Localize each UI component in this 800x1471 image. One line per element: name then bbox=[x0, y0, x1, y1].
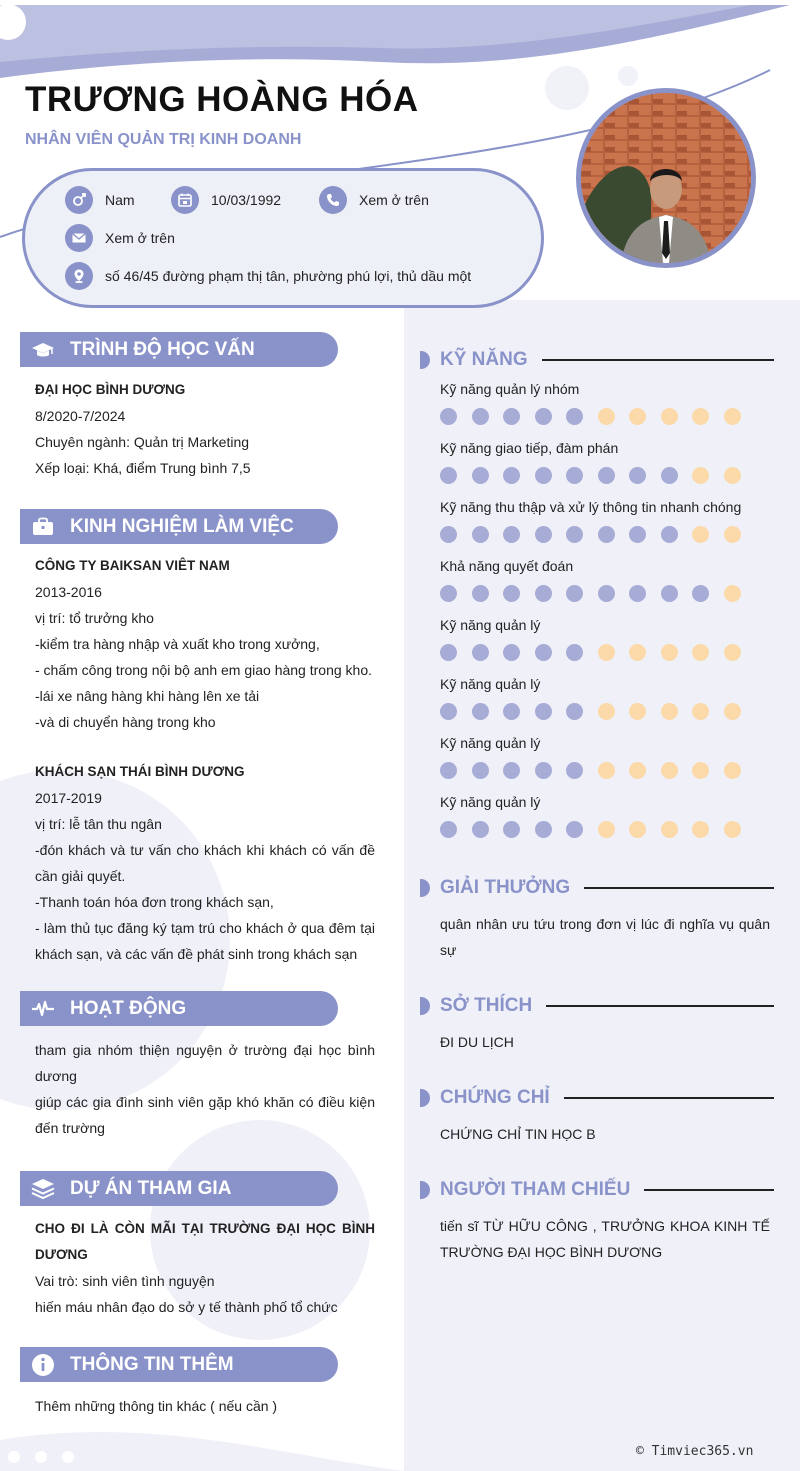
skill-dot-filled bbox=[629, 467, 646, 484]
skill-dot-filled bbox=[566, 703, 583, 720]
skill-dot-filled bbox=[472, 408, 489, 425]
more-info-title: THÔNG TIN THÊM bbox=[70, 1353, 234, 1375]
skill-dot-filled bbox=[629, 585, 646, 602]
references-header bbox=[420, 1177, 774, 1203]
activity-line: tham gia nhóm thiện nguyện ở trường đại học bình dương bbox=[35, 1042, 375, 1084]
education-header bbox=[20, 332, 338, 367]
info-icon bbox=[30, 1352, 56, 1378]
awards-header bbox=[420, 875, 774, 901]
skill-dot-filled bbox=[440, 526, 457, 543]
pulse-icon bbox=[30, 996, 56, 1022]
skill-dot-empty bbox=[724, 821, 741, 838]
skill-dot-empty bbox=[629, 703, 646, 720]
job-2 bbox=[35, 759, 375, 967]
hobbies-title: SỞ THÍCH bbox=[440, 995, 533, 1016]
skill-dot-empty bbox=[692, 821, 709, 838]
contact-address bbox=[65, 262, 471, 290]
skill-dot-filled bbox=[472, 467, 489, 484]
more-info-text: Thêm những thông tin khác ( nếu cần ) bbox=[35, 1398, 278, 1414]
section-marker bbox=[420, 1089, 430, 1107]
skill-dot-empty bbox=[692, 703, 709, 720]
skill-rating bbox=[440, 644, 755, 661]
certificates-title: CHỨNG CHỈ bbox=[440, 1087, 550, 1108]
watermark: © Timviec365.vn bbox=[636, 1444, 754, 1459]
skill-dot-filled bbox=[661, 585, 678, 602]
skill-dot-filled bbox=[440, 408, 457, 425]
skill-dot-filled bbox=[440, 585, 457, 602]
skill-name: Kỹ năng quản lý bbox=[440, 735, 541, 751]
skill-dot-filled bbox=[440, 762, 457, 779]
job-line: -lái xe nâng hàng khi hàng lên xe tải bbox=[35, 688, 260, 704]
job-company: KHÁCH SẠN THÁI BÌNH DƯƠNG bbox=[35, 764, 245, 779]
experience-title: KINH NGHIỆM LÀM VIỆC bbox=[70, 515, 294, 537]
skill-dot-empty bbox=[692, 762, 709, 779]
activities-title: HOẠT ĐỘNG bbox=[70, 997, 187, 1019]
skill-dot-empty bbox=[724, 467, 741, 484]
skill-dot-filled bbox=[503, 526, 520, 543]
skill-dot-filled bbox=[566, 585, 583, 602]
skills-header bbox=[420, 347, 774, 373]
awards-title: GIẢI THƯỞNG bbox=[440, 877, 571, 898]
phone-value: Xem ở trên bbox=[359, 192, 429, 208]
skill-rating bbox=[440, 762, 755, 779]
address-value: số 46/45 đường phạm thị tân, phường phú lợi, thủ dầu một bbox=[105, 268, 472, 284]
skill-name: Kỹ năng quản lý bbox=[440, 617, 541, 633]
contact-phone bbox=[319, 186, 429, 214]
experience-header bbox=[20, 509, 338, 544]
skill-dot-empty bbox=[724, 585, 741, 602]
skill-name: Kỹ năng quản lý nhóm bbox=[440, 381, 580, 397]
skill-name: Kỹ năng quản lý bbox=[440, 794, 541, 810]
skill-dot-empty bbox=[724, 762, 741, 779]
contact-box bbox=[22, 168, 544, 308]
skill-dot-empty bbox=[598, 762, 615, 779]
skill-dot-empty bbox=[629, 762, 646, 779]
activities-header bbox=[20, 991, 338, 1026]
skill-dot-filled bbox=[503, 408, 520, 425]
education-grade: Xếp loại: Khá, điểm Trung bình 7,5 bbox=[35, 460, 251, 476]
skill-dot-filled bbox=[566, 408, 583, 425]
gender-value: Nam bbox=[105, 192, 135, 208]
calendar-icon bbox=[171, 186, 199, 214]
skill-name: Kỹ năng giao tiếp, đàm phán bbox=[440, 440, 619, 456]
skill-dot-empty bbox=[692, 408, 709, 425]
skill-dot-filled bbox=[535, 585, 552, 602]
skill-dot-filled bbox=[472, 644, 489, 661]
more-info-content bbox=[35, 1393, 375, 1419]
skill-dot-filled bbox=[535, 467, 552, 484]
section-divider bbox=[584, 887, 774, 889]
skill-dot-filled bbox=[440, 644, 457, 661]
skill-rating bbox=[440, 703, 755, 720]
skill-name: Kỹ năng thu thập và xử lý thông tin nhanh chóng bbox=[440, 499, 742, 515]
section-marker bbox=[420, 1181, 430, 1199]
skills-title: KỸ NĂNG bbox=[440, 349, 528, 370]
education-period: 8/2020-7/2024 bbox=[35, 408, 126, 424]
skill-dot-empty bbox=[629, 821, 646, 838]
skill-dot-empty bbox=[724, 644, 741, 661]
job-line: -và di chuyển hàng trong kho bbox=[35, 714, 216, 730]
section-divider bbox=[564, 1097, 774, 1099]
skill-dot-filled bbox=[440, 703, 457, 720]
skill-dot-empty bbox=[661, 703, 678, 720]
references-text: tiến sĩ TỪ HỮU CÔNG , TRƯỞNG KHOA KINH TẾ TRƯỜNG ĐẠI HỌC BÌNH DƯƠNG bbox=[440, 1218, 770, 1260]
skill-dot-empty bbox=[629, 644, 646, 661]
skill-dot-filled bbox=[472, 585, 489, 602]
skill-dot-filled bbox=[566, 526, 583, 543]
contact-gender bbox=[65, 186, 135, 214]
skill-dot-filled bbox=[440, 467, 457, 484]
job-1 bbox=[35, 553, 375, 735]
skill-dot-empty bbox=[661, 644, 678, 661]
education-major: Chuyên ngành: Quản trị Marketing bbox=[35, 434, 250, 450]
skill-dot-empty bbox=[724, 408, 741, 425]
graduation-cap-icon bbox=[30, 337, 56, 363]
skill-dot-filled bbox=[661, 526, 678, 543]
job-company: CÔNG TY BAIKSAN VIÊT NAM bbox=[35, 558, 230, 573]
education-school: ĐẠI HỌC BÌNH DƯƠNG bbox=[35, 382, 186, 397]
skill-dot-filled bbox=[629, 526, 646, 543]
skill-dot-empty bbox=[661, 762, 678, 779]
job-line: vị trí: tổ trưởng kho bbox=[35, 610, 154, 626]
skill-dot-filled bbox=[535, 408, 552, 425]
hobbies-header bbox=[420, 993, 774, 1019]
job-line: - chấm công trong nội bộ anh em giao hàng trong kho. bbox=[35, 662, 372, 678]
skill-rating bbox=[440, 526, 755, 543]
skill-dot-filled bbox=[503, 644, 520, 661]
skill-dot-filled bbox=[535, 644, 552, 661]
skill-dot-filled bbox=[535, 821, 552, 838]
section-divider bbox=[546, 1005, 774, 1007]
skill-dot-filled bbox=[503, 703, 520, 720]
section-divider bbox=[542, 359, 774, 361]
skill-dot-empty bbox=[692, 526, 709, 543]
skill-dot-empty bbox=[661, 821, 678, 838]
skill-dot-empty bbox=[692, 644, 709, 661]
layers-icon bbox=[30, 1176, 56, 1202]
candidate-name: TRƯƠNG HOÀNG HÓA bbox=[25, 80, 419, 119]
skill-dot-filled bbox=[661, 467, 678, 484]
experience-content bbox=[35, 553, 375, 967]
projects-title: DỰ ÁN THAM GIA bbox=[70, 1177, 232, 1199]
skill-dot-filled bbox=[598, 526, 615, 543]
dob-value: 10/03/1992 bbox=[211, 192, 282, 208]
phone-icon bbox=[319, 186, 347, 214]
skill-dot-filled bbox=[535, 762, 552, 779]
references-title: NGƯỜI THAM CHIẾU bbox=[440, 1179, 631, 1200]
more-info-header bbox=[20, 1347, 338, 1382]
skill-dot-filled bbox=[440, 821, 457, 838]
profile-photo-image bbox=[581, 93, 751, 263]
skill-dot-filled bbox=[692, 585, 709, 602]
education-title: TRÌNH ĐỘ HỌC VẤN bbox=[70, 338, 255, 360]
email-value: Xem ở trên bbox=[105, 230, 175, 246]
skill-dot-filled bbox=[566, 762, 583, 779]
job-line: -kiểm tra hàng nhập và xuất kho trong xưởng, bbox=[35, 636, 320, 652]
skill-dot-empty bbox=[724, 703, 741, 720]
skill-name: Khả năng quyết đoán bbox=[440, 558, 574, 574]
certificates-text: CHỨNG CHỈ TIN HỌC B bbox=[440, 1126, 596, 1142]
location-pin-icon bbox=[65, 262, 93, 290]
skill-dot-empty bbox=[598, 821, 615, 838]
job-line: vị trí: lễ tân thu ngân bbox=[35, 816, 162, 832]
awards-text: quân nhân ưu tứu trong đơn vị lúc đi nghĩa vụ quân sự bbox=[440, 916, 770, 958]
job-title: NHÂN VIÊN QUẢN TRỊ KINH DOANH bbox=[25, 131, 302, 148]
project-desc: hiến máu nhân đạo do sở y tế thành phố tổ chức bbox=[35, 1299, 338, 1315]
skill-name: Kỹ năng quản lý bbox=[440, 676, 541, 692]
job-period: 2013-2016 bbox=[35, 584, 102, 600]
skill-rating bbox=[440, 467, 755, 484]
skill-dot-filled bbox=[566, 467, 583, 484]
skill-dot-filled bbox=[598, 467, 615, 484]
certificates-header bbox=[420, 1085, 774, 1111]
activities-content bbox=[35, 1037, 375, 1141]
job-line: - làm thủ tục đăng ký tạm trú cho khách ở qua đêm tại khách sạn, và các vấn đề phát sinh trong khách sạn bbox=[35, 920, 375, 962]
project-role: Vai trò: sinh viên tình nguyện bbox=[35, 1273, 215, 1289]
skill-dot-filled bbox=[472, 762, 489, 779]
gender-icon bbox=[65, 186, 93, 214]
section-divider bbox=[644, 1189, 774, 1191]
contact-email bbox=[65, 224, 175, 252]
skill-dot-empty bbox=[598, 703, 615, 720]
skill-dot-filled bbox=[598, 585, 615, 602]
projects-header bbox=[20, 1171, 338, 1206]
skill-dot-empty bbox=[661, 408, 678, 425]
project-name: CHO ĐI LÀ CÒN MÃI TẠI TRƯỜNG ĐẠI HỌC BÌNH DƯƠNG bbox=[35, 1221, 375, 1262]
skill-dot-filled bbox=[535, 703, 552, 720]
skill-dot-filled bbox=[503, 467, 520, 484]
skill-dot-empty bbox=[629, 408, 646, 425]
section-marker bbox=[420, 351, 430, 369]
skill-dot-filled bbox=[566, 821, 583, 838]
skill-dot-empty bbox=[724, 526, 741, 543]
section-marker bbox=[420, 997, 430, 1015]
skill-dot-empty bbox=[598, 644, 615, 661]
job-line: -đón khách và tư vấn cho khách khi khách có vấn đề cần giải quyết. bbox=[35, 842, 375, 884]
skill-dot-filled bbox=[503, 821, 520, 838]
skill-dot-filled bbox=[472, 703, 489, 720]
email-icon bbox=[65, 224, 93, 252]
profile-photo bbox=[576, 88, 756, 268]
projects-content bbox=[35, 1216, 375, 1320]
skill-dot-filled bbox=[472, 821, 489, 838]
activity-line: giúp các gia đình sinh viên gặp khó khăn có điều kiện đến trường bbox=[35, 1094, 375, 1136]
skill-dot-filled bbox=[503, 762, 520, 779]
education-content bbox=[35, 377, 375, 481]
skill-dot-filled bbox=[535, 526, 552, 543]
skill-dot-empty bbox=[692, 467, 709, 484]
skill-rating bbox=[440, 821, 755, 838]
job-period: 2017-2019 bbox=[35, 790, 102, 806]
skill-dot-filled bbox=[503, 585, 520, 602]
skill-rating bbox=[440, 585, 755, 602]
skill-dot-filled bbox=[472, 526, 489, 543]
contact-dob bbox=[171, 186, 281, 214]
section-marker bbox=[420, 879, 430, 897]
skill-dot-empty bbox=[598, 408, 615, 425]
skill-rating bbox=[440, 408, 755, 425]
hobbies-text: ĐI DU LỊCH bbox=[440, 1034, 514, 1050]
skill-dot-filled bbox=[566, 644, 583, 661]
job-line: -Thanh toán hóa đơn trong khách sạn, bbox=[35, 894, 274, 910]
briefcase-icon bbox=[30, 514, 56, 540]
